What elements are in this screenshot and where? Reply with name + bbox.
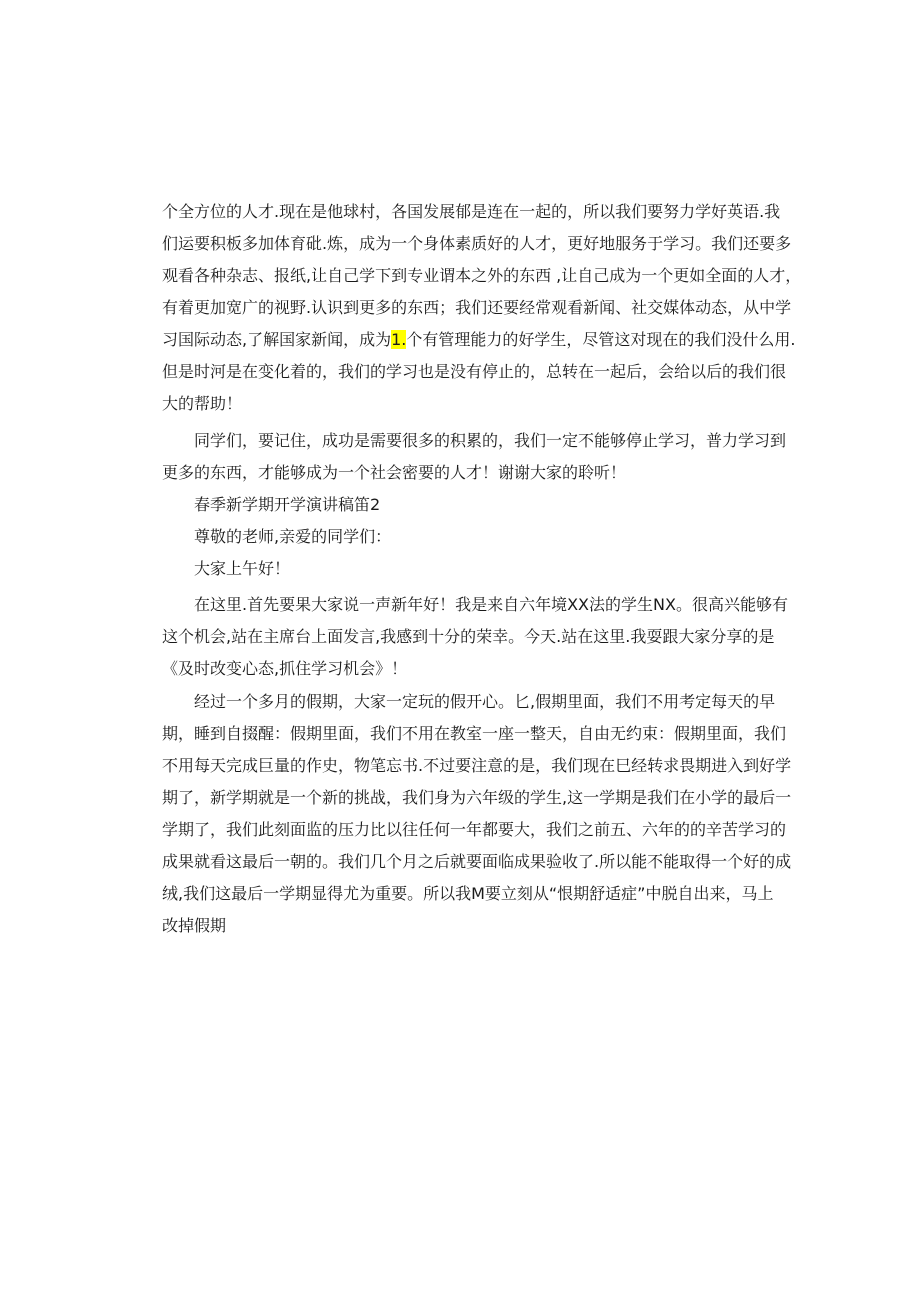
text-line: 但是时河是在变化着的，我们的学习也是没有停止的，总转在一起后，会给以后的我们很 <box>162 362 787 381</box>
section-title: 春季新学期开学演讲稿笛2 <box>194 495 381 514</box>
text-line: 有着更加宽广的视野.认识到更多的东西；我们还要经常观看新闻、社交媒体动态，从中学 <box>162 298 792 317</box>
text-line: 绒,我们这最后一学期显得尤为重要。所以我M要立刻从“恨期舒适症”中脱自出来，马上 <box>162 884 774 903</box>
salutation: 尊敬的老师,亲爱的同学们： <box>194 527 392 546</box>
text-line: 学期了，我们此刻面监的压力比以往任何一年都要大，我们之前五、六年的的辛苦学习的 <box>162 820 787 839</box>
paragraph-first-line: 在这里.首先要果大家说一声新年好！我是来自六年境XX法的学生NX。很高兴能够有 <box>194 595 788 614</box>
text-line: 成果就看这最后一朝的。我们几个月之后就要面临成果验收了.所以能不能取得一个好的成 <box>162 852 792 871</box>
text-line: 《及时改变心态,抓住学习机会》！ <box>162 659 408 678</box>
highlighted-mark: 1. <box>391 330 407 349</box>
text-line: 这个机会,站在主席台上面发言,我感到十分的荣幸。今天.站在这里.我耍跟大家分享的是 <box>162 627 775 646</box>
text-line: 改掉假期 <box>162 916 227 935</box>
paragraph-first-line: 同学们，要记住，成功是需要很多的积累的，我们一定不能够停止学习，普力学习到 <box>194 431 787 450</box>
text-line: 更多的东西，才能够成为一个社会密要的人才！谢谢大家的聆听！ <box>162 463 627 482</box>
text-line: 不用每天完成巨量的作史，物笔忘书.不过要注意的是，我们现在巳经转求畏期进入到好学 <box>162 756 792 775</box>
text-line: 个全方位的人才.现在是他球村，各国发展郁是连在一起的，所以我们要努力学好英语.我 <box>162 202 781 221</box>
text-line-with-highlight <box>162 325 796 355</box>
text-line: 观看各种杂志、报纸,让自己学下到专业谓本之外的东西 ,让自己成为一个更如全面的人才， <box>162 266 802 285</box>
text-segment: 个有管理能力的好学生，尽管这对现在的我们没什么用. <box>406 330 796 349</box>
text-line: 期了，新学期就是一个新的挑战，我们身为六年级的学生,这一学期是我们在小学的最后一 <box>162 788 792 807</box>
text-segment: 习国际动态,了解国家新闻，成为 <box>162 330 392 349</box>
text-line: 们运要积板多加体育砒.炼，成为一个身体素质好的人才，更好地服务于学习。我们还要多 <box>162 234 792 253</box>
text-line: 期，睡到自掇醒：假期里面，我们不用在教室一座一整天，自由无约束：假期里面，我们 <box>162 724 787 743</box>
text-line: 大的帮助！ <box>162 394 243 413</box>
greeting: 大家上午好！ <box>194 559 291 578</box>
paragraph-first-line: 经过一个多月的假期，大家一定玩的假开心。匕,假期里面，我们不用考定每天的早 <box>194 692 776 711</box>
